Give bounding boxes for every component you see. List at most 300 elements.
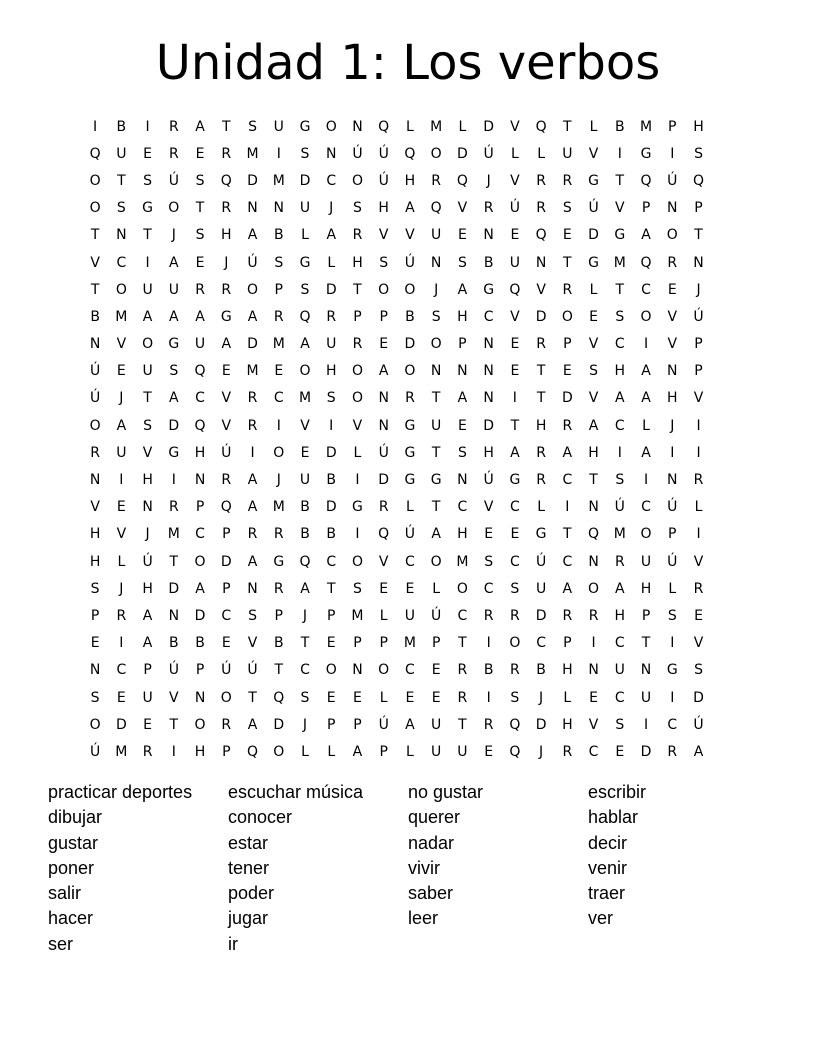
grid-letter: Ú	[614, 499, 625, 516]
word-list-item: hacer	[48, 908, 94, 929]
grid-letter: R	[562, 172, 573, 189]
grid-letter: Ú	[535, 553, 547, 570]
grid-letter: V	[116, 526, 127, 543]
grid-letter: T	[694, 227, 703, 244]
word-list-item: dibujar	[48, 807, 103, 828]
grid-letter: E	[431, 689, 441, 706]
grid-letter: S	[300, 145, 310, 162]
grid-letter: G	[404, 472, 416, 489]
grid-letter: Ú	[588, 200, 599, 217]
grid-letter: D	[168, 580, 180, 597]
grid-letter: D	[561, 390, 573, 407]
grid-letter: A	[352, 743, 363, 760]
grid-letter: R	[667, 743, 678, 760]
grid-letter: T	[615, 172, 625, 189]
grid-letter: N	[89, 472, 101, 489]
grid-letter: A	[247, 553, 258, 570]
grid-letter: H	[483, 444, 494, 461]
grid-letter: S	[326, 390, 336, 407]
grid-letter: L	[379, 689, 388, 706]
grid-letter: U	[509, 254, 520, 271]
grid-letter: O	[509, 635, 521, 652]
grid-letter: D	[115, 716, 127, 733]
grid-letter: Q	[378, 118, 390, 135]
grid-letter: C	[562, 472, 573, 489]
grid-letter: L	[117, 553, 126, 570]
grid-letter: H	[667, 390, 678, 407]
grid-letter: I	[250, 444, 255, 461]
grid-letter: D	[483, 417, 495, 434]
grid-letter: T	[641, 635, 651, 652]
grid-letter: E	[379, 580, 389, 597]
word-list-item: escribir	[588, 782, 647, 802]
grid-letter: N	[247, 580, 258, 597]
grid-letter: Q	[299, 308, 311, 325]
page-title: Unidad 1: Los verbos	[155, 35, 661, 91]
grid-letter: A	[378, 363, 389, 380]
grid-letter: A	[142, 308, 153, 325]
grid-letter: C	[614, 336, 625, 353]
grid-letter: I	[565, 499, 570, 516]
grid-letter: E	[562, 227, 572, 244]
grid-letter: R	[352, 336, 363, 353]
grid-letter: E	[667, 281, 677, 298]
grid-row	[82, 521, 738, 548]
grid-letter: H	[325, 363, 337, 380]
grid-letter: U	[431, 417, 442, 434]
grid-letter: P	[694, 200, 703, 217]
grid-letter: L	[327, 743, 336, 760]
grid-letter: M	[272, 172, 285, 189]
grid-letter: I	[171, 472, 176, 489]
grid-letter: R	[273, 580, 284, 597]
grid-letter: U	[431, 743, 442, 760]
grid-row	[82, 222, 738, 249]
word-list-item: vivir	[408, 857, 440, 878]
grid-letter: S	[300, 689, 310, 706]
grid-letter: V	[378, 227, 389, 244]
grid-letter: V	[536, 281, 546, 298]
grid-letter: L	[668, 580, 677, 597]
grid-letter: B	[615, 118, 625, 135]
grid-row	[82, 602, 738, 629]
grid-letter: R	[378, 499, 389, 516]
grid-letter: L	[406, 499, 414, 516]
grid-letter: T	[510, 417, 520, 434]
grid-letter: H	[693, 118, 704, 135]
grid-letter: R	[483, 716, 494, 733]
word-list-item: conocer	[228, 807, 293, 828]
grid-letter: O	[89, 716, 101, 733]
grid-letter: E	[457, 417, 467, 434]
grid-row	[82, 657, 738, 684]
grid-letter: Q	[378, 526, 390, 543]
grid-letter: V	[169, 689, 179, 706]
word-list-item: nadar	[408, 832, 455, 853]
grid-letter: J	[539, 743, 544, 760]
grid-letter: P	[195, 662, 205, 679]
grid-letter: H	[562, 662, 573, 679]
grid-letter: P	[563, 336, 572, 353]
grid-letter: T	[143, 390, 152, 407]
grid-letter: D	[299, 172, 311, 189]
grid-letter: Q	[535, 227, 547, 244]
grid-letter: G	[352, 499, 363, 516]
grid-letter: V	[667, 308, 678, 325]
grid-letter: R	[431, 172, 442, 189]
grid-letter: P	[694, 336, 703, 353]
grid-letter: V	[378, 553, 389, 570]
grid-letter: I	[145, 254, 150, 271]
grid-letter: T	[589, 472, 598, 489]
grid-letter: C	[116, 254, 127, 271]
grid-row	[82, 575, 738, 602]
grid-letter: Ú	[221, 444, 232, 461]
grid-letter: M	[430, 118, 443, 135]
grid-letter: P	[222, 743, 231, 760]
grid-letter: L	[327, 254, 336, 271]
grid-row	[82, 249, 738, 276]
grid-row	[82, 140, 738, 167]
grid-letter: Ú	[247, 662, 258, 679]
grid-letter: N	[483, 390, 494, 407]
grid-letter: A	[142, 635, 153, 652]
grid-letter: R	[195, 281, 205, 298]
grid-letter: Ú	[483, 472, 494, 489]
grid-row	[82, 113, 738, 140]
grid-letter: D	[640, 743, 652, 760]
grid-letter: Q	[509, 743, 521, 760]
grid-letter: P	[668, 118, 677, 135]
grid-letter: M	[115, 743, 128, 760]
grid-letter: R	[405, 390, 415, 407]
grid-letter: O	[325, 118, 337, 135]
grid-letter: L	[589, 281, 598, 298]
grid-letter: J	[302, 607, 308, 624]
word-list-item: venir	[588, 857, 628, 878]
grid-letter: E	[405, 689, 415, 706]
grid-letter: A	[221, 336, 232, 353]
grid-letter: Ú	[378, 145, 389, 162]
grid-letter: I	[643, 472, 649, 489]
grid-letter: C	[221, 607, 232, 624]
grid-letter: B	[90, 308, 100, 325]
grid-letter: Ú	[404, 526, 416, 543]
grid-letter: L	[563, 689, 572, 706]
grid-letter: T	[326, 580, 336, 597]
grid-letter: T	[458, 635, 467, 652]
word-list-item: ver	[588, 908, 614, 929]
grid-letter: Q	[640, 172, 652, 189]
grid-letter: O	[351, 553, 363, 570]
grid-letter: H	[142, 472, 153, 489]
grid-letter: A	[562, 580, 573, 597]
grid-letter: U	[273, 118, 284, 135]
grid-letter: P	[668, 526, 677, 543]
grid-letter: G	[168, 336, 180, 353]
word-list-item: no gustar	[408, 782, 484, 802]
grid-letter: G	[168, 444, 180, 461]
grid-letter: O	[299, 363, 311, 380]
grid-letter: C	[562, 553, 573, 570]
word-list-item: escuchar música	[228, 782, 364, 802]
grid-letter: T	[169, 553, 179, 570]
grid-letter: I	[119, 472, 124, 489]
grid-letter: D	[483, 118, 495, 135]
grid-letter: M	[246, 363, 259, 380]
grid-letter: A	[169, 254, 179, 271]
grid-letter: Ú	[378, 172, 389, 189]
grid-row	[82, 630, 738, 657]
grid-letter: U	[142, 281, 153, 298]
grid-letter: D	[247, 336, 258, 353]
grid-letter: Ú	[483, 145, 494, 162]
grid-letter: V	[221, 390, 232, 407]
grid-letter: A	[510, 444, 520, 461]
grid-letter: I	[670, 444, 675, 461]
grid-letter: U	[142, 363, 153, 380]
grid-letter: G	[640, 145, 652, 162]
grid-letter: I	[93, 118, 98, 135]
grid-letter: J	[486, 172, 491, 189]
grid-letter: E	[510, 526, 520, 543]
grid-letter: D	[457, 145, 468, 162]
grid-letter: M	[639, 118, 653, 135]
grid-letter: Q	[247, 743, 259, 760]
grid-letter: E	[143, 145, 153, 162]
grid-letter: N	[89, 336, 101, 353]
grid-letter: A	[195, 118, 205, 135]
grid-letter: T	[222, 118, 231, 135]
word-list-item: decir	[588, 832, 628, 853]
grid-letter: O	[89, 172, 101, 189]
grid-letter: H	[588, 444, 599, 461]
grid-letter: J	[119, 390, 124, 407]
grid-letter: R	[352, 227, 363, 244]
grid-letter: Ú	[247, 254, 258, 271]
grid-letter: I	[329, 417, 334, 434]
grid-letter: N	[693, 254, 704, 271]
grid-letter: D	[325, 499, 337, 516]
grid-row	[82, 548, 738, 575]
grid-letter: Ú	[667, 172, 678, 189]
grid-letter: S	[589, 363, 599, 380]
grid-letter: N	[273, 200, 284, 217]
grid-letter: Q	[509, 716, 521, 733]
grid-letter: N	[247, 200, 258, 217]
grid-letter: L	[301, 743, 309, 760]
grid-letter: N	[483, 227, 494, 244]
grid-row	[82, 711, 738, 738]
grid-letter: P	[353, 635, 362, 652]
grid-letter: E	[405, 580, 415, 597]
grid-letter: M	[351, 607, 364, 624]
grid-letter: L	[642, 417, 650, 434]
grid-letter: B	[483, 254, 494, 271]
grid-letter: H	[89, 553, 101, 570]
grid-letter: D	[273, 716, 285, 733]
grid-letter: T	[90, 281, 100, 298]
grid-letter: R	[247, 390, 258, 407]
word-search-grid	[82, 113, 738, 766]
grid-letter: A	[247, 227, 258, 244]
grid-letter: O	[273, 743, 285, 760]
grid-letter: M	[167, 526, 180, 543]
grid-letter: D	[404, 336, 416, 353]
grid-letter: B	[536, 662, 546, 679]
grid-letter: B	[300, 499, 310, 516]
grid-letter: I	[591, 635, 596, 652]
grid-letter: R	[221, 200, 232, 217]
grid-letter: U	[299, 472, 311, 489]
grid-letter: R	[221, 716, 232, 733]
grid-letter: R	[168, 499, 179, 516]
grid-letter: N	[325, 145, 337, 162]
grid-letter: A	[247, 716, 258, 733]
grid-letter: I	[276, 145, 281, 162]
grid-letter: N	[378, 390, 389, 407]
grid-letter: Ú	[352, 145, 363, 162]
grid-letter: O	[430, 336, 442, 353]
grid-letter: P	[563, 635, 572, 652]
grid-letter: R	[273, 526, 284, 543]
grid-letter: R	[536, 472, 546, 489]
grid-letter: I	[355, 472, 360, 489]
grid-row	[82, 195, 738, 222]
word-list-item: querer	[408, 807, 461, 828]
grid-letter: M	[272, 499, 285, 516]
grid-letter: Q	[404, 145, 416, 162]
grid-letter: L	[537, 145, 545, 162]
grid-letter: H	[378, 200, 389, 217]
grid-letter: D	[194, 607, 206, 624]
grid-letter: P	[327, 607, 336, 624]
grid-letter: R	[536, 444, 546, 461]
grid-letter: P	[641, 607, 651, 624]
grid-letter: V	[483, 499, 494, 516]
grid-letter: T	[536, 363, 546, 380]
grid-letter: V	[90, 254, 100, 271]
grid-letter: Q	[194, 363, 206, 380]
grid-letter: J	[670, 417, 675, 434]
grid-letter: L	[458, 118, 467, 135]
grid-letter: D	[325, 444, 337, 461]
grid-row	[82, 439, 738, 466]
grid-letter: C	[536, 635, 546, 652]
grid-letter: N	[588, 662, 599, 679]
grid-letter: E	[379, 336, 389, 353]
grid-letter: R	[90, 444, 100, 461]
grid-letter: A	[326, 227, 337, 244]
grid-letter: R	[168, 118, 179, 135]
grid-letter: L	[432, 580, 441, 597]
grid-letter: T	[248, 689, 257, 706]
grid-letter: R	[457, 689, 468, 706]
grid-letter: Q	[430, 200, 442, 217]
grid-letter: H	[457, 308, 468, 325]
grid-letter: G	[535, 526, 547, 543]
grid-row	[82, 385, 738, 412]
grid-letter: A	[300, 336, 310, 353]
grid-letter: H	[614, 363, 626, 380]
grid-letter: O	[89, 417, 101, 434]
grid-letter: E	[116, 499, 126, 516]
grid-letter: C	[405, 662, 415, 679]
grid-letter: O	[588, 580, 600, 597]
grid-letter: O	[378, 662, 390, 679]
grid-letter: G	[588, 254, 599, 271]
grid-letter: A	[169, 390, 179, 407]
grid-letter: G	[142, 200, 154, 217]
grid-letter: T	[274, 662, 284, 679]
grid-letter: C	[641, 499, 651, 516]
grid-letter: V	[693, 635, 704, 652]
grid-letter: O	[273, 444, 285, 461]
grid-letter: S	[143, 417, 153, 434]
grid-row	[82, 738, 738, 765]
grid-letter: R	[536, 200, 546, 217]
grid-letter: P	[143, 662, 152, 679]
grid-letter: S	[457, 444, 467, 461]
grid-row	[82, 331, 738, 358]
grid-letter: Ú	[378, 444, 389, 461]
grid-letter: H	[535, 417, 547, 434]
grid-letter: B	[326, 472, 337, 489]
grid-letter: Q	[220, 172, 232, 189]
grid-letter: S	[379, 254, 389, 271]
grid-letter: J	[329, 200, 334, 217]
grid-letter: E	[484, 743, 494, 760]
grid-letter: T	[117, 172, 126, 189]
grid-letter: B	[169, 635, 179, 652]
grid-row	[82, 684, 738, 711]
grid-letter: R	[221, 472, 232, 489]
grid-letter: H	[221, 227, 232, 244]
grid-letter: N	[667, 472, 678, 489]
grid-letter: C	[116, 662, 127, 679]
grid-letter: M	[272, 336, 285, 353]
grid-letter: N	[116, 227, 127, 244]
grid-letter: S	[353, 580, 362, 597]
grid-letter: T	[431, 390, 441, 407]
grid-letter: N	[89, 662, 101, 679]
grid-letter: O	[115, 281, 127, 298]
grid-letter: R	[483, 200, 494, 217]
grid-letter: I	[670, 635, 675, 652]
grid-letter: C	[273, 390, 284, 407]
grid-letter: B	[273, 227, 284, 244]
grid-letter: E	[484, 526, 494, 543]
grid-letter: G	[404, 417, 416, 434]
grid-letter: E	[353, 689, 362, 706]
grid-letter: I	[171, 743, 176, 760]
grid-letter: T	[563, 254, 572, 271]
grid-letter: L	[406, 743, 414, 760]
grid-letter: C	[457, 607, 468, 624]
grid-letter: E	[221, 635, 231, 652]
grid-letter: I	[696, 417, 701, 434]
grid-letter: H	[640, 580, 652, 597]
grid-letter: Ú	[168, 172, 179, 189]
grid-letter: V	[588, 336, 599, 353]
grid-letter: N	[194, 689, 206, 706]
grid-letter: R	[142, 743, 153, 760]
grid-letter: J	[696, 281, 701, 298]
grid-letter: V	[588, 145, 599, 162]
grid-letter: E	[116, 689, 126, 706]
grid-letter: R	[273, 308, 284, 325]
grid-letter: P	[222, 580, 231, 597]
